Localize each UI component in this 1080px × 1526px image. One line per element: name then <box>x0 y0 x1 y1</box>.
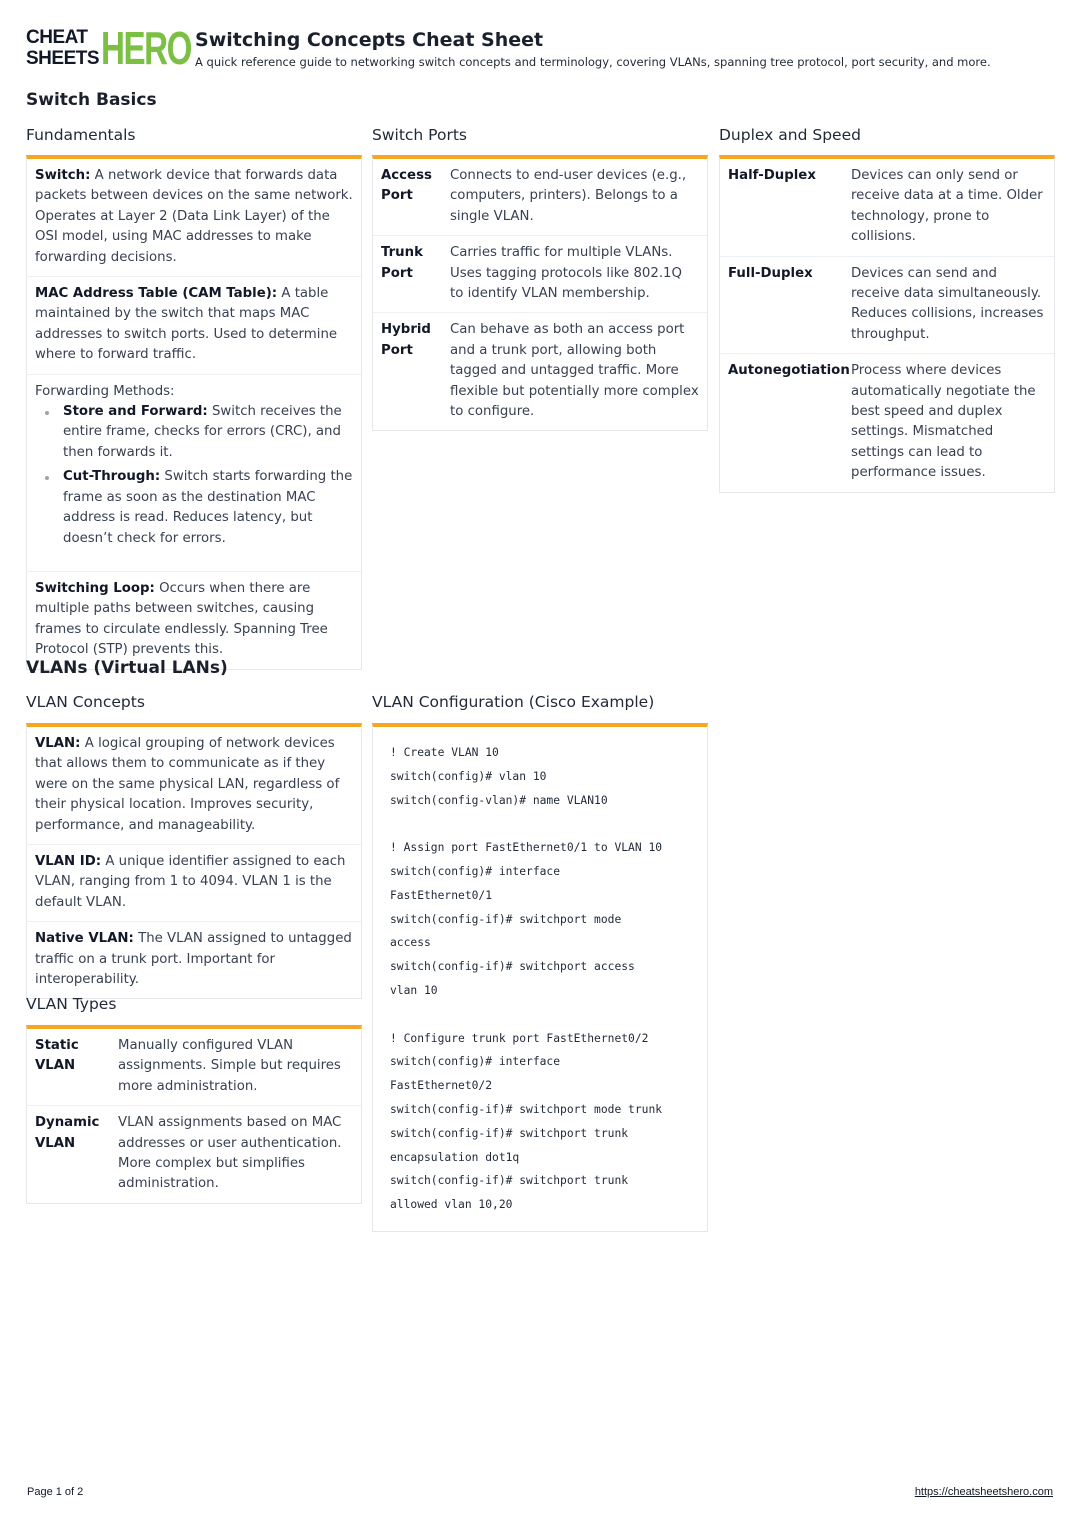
code-line: FastEthernet0/2 <box>390 1079 493 1093</box>
description: Devices can send and receive data simultaneously. Reduces collisions, increases throughput. <box>851 265 1044 342</box>
term: Half-Duplex <box>728 168 816 183</box>
code-line: ! Configure trunk port FastEthernet0/2 <box>390 1031 649 1045</box>
term: Trunk Port <box>381 245 423 281</box>
card-fundamentals <box>26 155 362 670</box>
section-title-vlans: VLANs (Virtual LANs) <box>26 658 228 678</box>
term: Switch: <box>35 168 91 183</box>
description: The VLAN assigned to untagged traffic on a trunk port. Important for interoperability. <box>35 931 352 988</box>
code-line <box>390 1003 690 1027</box>
term: Static VLAN <box>35 1038 79 1074</box>
table-row <box>373 313 707 430</box>
description: Switch receives the entire frame, checks for errors (CRC), and then forwards it. <box>63 404 342 460</box>
description: A network device that forwards data packets between devices on the same network. Operates at Layer 2 (Data Link Layer) of the OSI model, using MAC addresses to make forwarding decisions. <box>35 168 353 265</box>
code-line: switch(config-if)# switchport mode trunk <box>390 1102 663 1116</box>
code-line: switch(config-if)# switchport mode <box>390 912 622 926</box>
card-duplex-speed <box>719 155 1055 493</box>
code-line: ! Assign port FastEthernet0/1 to VLAN 10 <box>390 841 663 855</box>
logo[interactable] <box>26 22 191 74</box>
table-row <box>27 1029 361 1106</box>
description: A unique identifier assigned to each VLAN, ranging from 1 to 4094. VLAN 1 is the default VLAN. <box>35 854 346 910</box>
term: Autonegotiation <box>728 363 850 379</box>
code-line: switch(config-if)# switchport access <box>390 960 635 974</box>
description: Can behave as both an access port and a trunk port, allowing both tagged and untagged traffic. More flexible but potentially more complex to configure. <box>450 322 699 420</box>
description: Carries traffic for multiple VLANs. Uses tagging protocols like 802.1Q to identify VLAN membership. <box>450 245 682 302</box>
table-row <box>373 236 707 313</box>
page-title: Switching Concepts Cheat Sheet <box>195 29 544 51</box>
list-item <box>27 277 361 375</box>
code-line: encapsulation dot1q <box>390 1150 520 1164</box>
table-row <box>720 159 1054 257</box>
bullet-item <box>45 467 353 549</box>
code-line: switch(config)# vlan 10 <box>390 769 547 783</box>
table-row <box>373 159 707 236</box>
description: Manually configured VLAN assignments. Simple but requires more administration. <box>118 1038 341 1094</box>
term: Full-Duplex <box>728 265 813 281</box>
description: Connects to end-user devices (e.g., computers, printers). Belongs to a single VLAN. <box>450 168 687 224</box>
code-block <box>373 727 707 1231</box>
code-line: allowed vlan 10,20 <box>390 1198 513 1212</box>
page-subtitle: A quick reference guide to networking switch concepts and terminology, covering VLANs, spanning tree protocol, port security, and more. <box>195 55 991 69</box>
list-item <box>27 727 361 845</box>
logo-line-1: CHEAT <box>26 27 88 48</box>
term: Hybrid Port <box>381 322 431 358</box>
description: A table maintained by the switch that maps MAC addresses to switch ports. Used to determine where to forward traffic. <box>35 286 338 363</box>
logo-line-2: SHEETS <box>26 48 100 69</box>
card-title-fundamentals: Fundamentals <box>26 126 136 144</box>
card-title-vlan-config: VLAN Configuration (Cisco Example) <box>372 693 655 711</box>
term: VLAN: <box>35 736 81 751</box>
code-line: FastEthernet0/1 <box>390 888 493 902</box>
description: Devices can only send or receive data at a time. Older technology, prone to collisions. <box>851 168 1043 245</box>
list-item <box>27 159 361 277</box>
code-line <box>390 812 690 836</box>
description: Occurs when there are multiple paths between switches, causing frames to circulate endlessly. Spanning Tree Protocol (STP) prevents this. <box>35 580 328 658</box>
site-link[interactable]: https://cheatsheetshero.com <box>914 1486 1053 1498</box>
card-vlan-concepts <box>26 723 362 999</box>
forwarding-methods-title: Forwarding Methods: <box>35 383 175 399</box>
list-item <box>27 845 361 922</box>
list-item <box>27 572 361 669</box>
list-item <box>27 922 361 998</box>
card-title-vlan-concepts: VLAN Concepts <box>26 693 145 711</box>
term: Switching Loop: <box>35 580 155 596</box>
page-number: Page 1 of 2 <box>27 1486 84 1498</box>
list-item <box>27 375 361 572</box>
description: Process where devices automatically negotiate the best speed and duplex settings. Mismatched settings can lead to performance issues. <box>851 363 1036 481</box>
code-line: switch(config-vlan)# name VLAN10 <box>390 793 608 807</box>
code-line: ! Create VLAN 10 <box>390 746 499 759</box>
forwarding-methods-list <box>35 402 353 549</box>
term: Store and Forward: <box>63 404 208 420</box>
description: A logical grouping of network devices that allows them to communicate as if they were on the same physical LAN, regardless of their physical location. Improves security, performance, and manageability. <box>35 736 340 833</box>
card-vlan-types <box>26 1025 362 1204</box>
code-line: vlan 10 <box>390 983 438 997</box>
term: MAC Address Table (CAM Table): <box>35 286 278 302</box>
bullet-item <box>45 402 353 463</box>
logo-hero: HERO <box>101 22 191 74</box>
card-title-duplex-speed: Duplex and Speed <box>719 126 861 144</box>
code-line: switch(config)# interface <box>390 1055 561 1069</box>
card-vlan-config <box>372 723 708 1232</box>
table-row <box>720 354 1054 491</box>
card-title-vlan-types: VLAN Types <box>26 995 117 1013</box>
term: Dynamic VLAN <box>35 1115 100 1151</box>
table-row <box>27 1106 361 1203</box>
card-title-switch-ports: Switch Ports <box>372 126 467 144</box>
code-line: switch(config)# interface <box>390 864 561 878</box>
term: Cut-Through: <box>63 469 161 485</box>
logo-wordmark <box>26 27 99 69</box>
code-line: switch(config-if)# switchport trunk <box>390 1174 629 1188</box>
card-switch-ports <box>372 155 708 431</box>
code-line: access <box>390 936 431 950</box>
description: Switch starts forwarding the frame as soon as the destination MAC address is read. Reduces latency, but doesn’t check for errors. <box>63 469 353 546</box>
table-row <box>720 257 1054 355</box>
term: VLAN ID: <box>35 854 102 870</box>
code-line: switch(config-if)# switchport trunk <box>390 1126 629 1140</box>
term: Access Port <box>381 168 432 204</box>
section-title-switch-basics: Switch Basics <box>26 90 157 110</box>
description: VLAN assignments based on MAC addresses or user authentication. More complex but simplifies administration. <box>118 1115 342 1192</box>
page-header <box>26 22 991 74</box>
term: Native VLAN: <box>35 931 134 947</box>
